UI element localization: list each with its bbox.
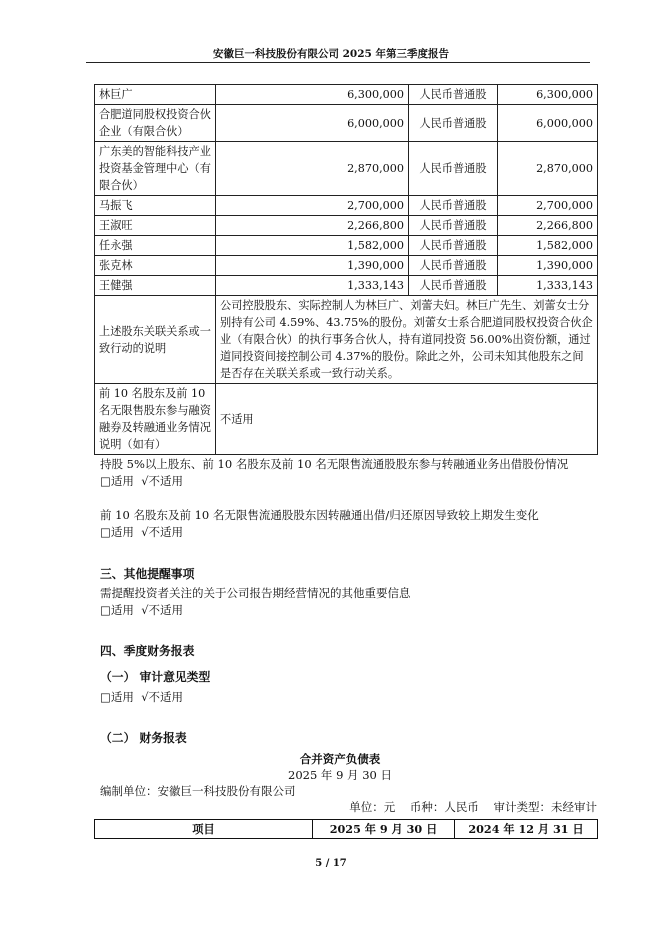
audit-not-applicable[interactable]: √不适用 xyxy=(141,690,184,704)
header-divider xyxy=(86,62,590,63)
holder-class: 人民币普通股 xyxy=(409,105,498,142)
audit-opinion-options xyxy=(100,689,183,705)
change-title: 前 10 名股东及前 10 名无限售流通股股东因转融通出借/归还原因导致较上期发生变化 xyxy=(100,508,539,522)
balance-sheet-table xyxy=(94,819,598,839)
page-number: 5 / 17 xyxy=(315,858,347,869)
holder-shares: 1,333,143 xyxy=(216,276,409,296)
holder-shares: 1,582,000 xyxy=(216,236,409,256)
change-applicable[interactable]: □适用 xyxy=(100,525,134,539)
section3-heading: 三、其他提醒事项 xyxy=(100,567,195,581)
holder-row xyxy=(95,216,598,236)
lending-title: 持股 5%以上股东、前 10 名股东及前 10 名无限售流通股股东参与转融通业务出借股份情况 xyxy=(100,457,569,471)
balance-sheet-header-row xyxy=(95,820,598,839)
col-item: 项目 xyxy=(95,820,313,839)
holder-class: 人民币普通股 xyxy=(409,142,498,196)
unit-line xyxy=(349,799,597,816)
holder-class: 人民币普通股 xyxy=(409,216,498,236)
section3-not-applicable[interactable]: √不适用 xyxy=(141,603,184,617)
holder-shares: 6,300,000 xyxy=(216,85,409,105)
holder-row xyxy=(95,276,598,296)
holder-shares: 6,000,000 xyxy=(216,105,409,142)
col-prior: 2024 年 12 月 31 日 xyxy=(455,820,598,839)
audit-applicable[interactable]: □适用 xyxy=(100,690,134,704)
holder-shares: 2,266,800 xyxy=(216,216,409,236)
holder-row xyxy=(95,85,598,105)
holder-shares: 2,700,000 xyxy=(216,196,409,216)
holder-class-shares: 2,266,800 xyxy=(498,216,598,236)
section3-text: 需提醒投资者关注的关于公司报告期经营情况的其他重要信息 xyxy=(100,586,411,600)
holder-class: 人民币普通股 xyxy=(409,85,498,105)
relation-text: 公司控股股东、实际控制人为林巨广、刘蕾夫妇。林巨广先生、刘蕾女士分别持有公司 4.59%、43.75%的股份。刘蕾女士系合肥道同股权投资合伙企业（有限合伙）的执行事务合伙人，持有道同投资 56.00%出资份额，通过道同投资间接控制公司 4.37%的股份。除此之外，公司未知其他股东之间是否存在关联关系或一致行动关系。 xyxy=(216,296,598,384)
report-header-title: 安徽巨一科技股份有限公司 2025 年第三季度报告 xyxy=(212,48,450,60)
holder-class: 人民币普通股 xyxy=(409,276,498,296)
balance-sheet-date: 2025 年 9 月 30 日 xyxy=(288,768,392,782)
holder-shares: 1,390,000 xyxy=(216,256,409,276)
margin-row xyxy=(95,384,598,455)
holder-name: 合肥道同股权投资合伙企业（有限合伙） xyxy=(95,105,216,142)
holder-class-shares: 1,333,143 xyxy=(498,276,598,296)
holder-name: 王健强 xyxy=(95,276,216,296)
holder-class-shares: 1,390,000 xyxy=(498,256,598,276)
holder-name: 王淑旺 xyxy=(95,216,216,236)
compiler: 编制单位：安徽巨一科技股份有限公司 xyxy=(100,784,296,798)
lending-applicable[interactable]: □适用 xyxy=(100,474,134,488)
relation-label: 上述股东关联关系或一致行动的说明 xyxy=(95,296,216,384)
holder-name: 马振飞 xyxy=(95,196,216,216)
section3-options xyxy=(100,602,183,618)
top-holders-table xyxy=(94,84,598,455)
col-current: 2025 年 9 月 30 日 xyxy=(313,820,455,839)
change-options xyxy=(100,524,183,540)
lending-options xyxy=(100,473,183,489)
holder-name: 广东美的智能科技产业投资基金管理中心（有限合伙） xyxy=(95,142,216,196)
margin-label: 前 10 名股东及前 10 名无限售股东参与融资融券及转融通业务情况说明（如有） xyxy=(95,384,216,455)
holder-class: 人民币普通股 xyxy=(409,196,498,216)
holder-name: 张克林 xyxy=(95,256,216,276)
holder-class-shares: 6,300,000 xyxy=(498,85,598,105)
holder-row xyxy=(95,256,598,276)
holder-row xyxy=(95,236,598,256)
audit-opinion-heading: （一） 审计意见类型 xyxy=(100,670,211,684)
holder-shares: 2,870,000 xyxy=(216,142,409,196)
section3-applicable[interactable]: □适用 xyxy=(100,603,134,617)
holder-row xyxy=(95,196,598,216)
margin-text: 不适用 xyxy=(216,384,598,455)
holder-class: 人民币普通股 xyxy=(409,236,498,256)
relation-row xyxy=(95,296,598,384)
holder-row xyxy=(95,105,598,142)
holder-row xyxy=(95,142,598,196)
holder-class-shares: 2,870,000 xyxy=(498,142,598,196)
holder-class-shares: 6,000,000 xyxy=(498,105,598,142)
section4-heading: 四、季度财务报表 xyxy=(100,644,195,658)
lending-not-applicable[interactable]: √不适用 xyxy=(141,474,184,488)
holder-class: 人民币普通股 xyxy=(409,256,498,276)
financial-statements-heading: （二） 财务报表 xyxy=(100,731,187,745)
change-not-applicable[interactable]: √不适用 xyxy=(141,525,184,539)
unit: 单位：元 xyxy=(349,800,396,814)
holder-class-shares: 2,700,000 xyxy=(498,196,598,216)
currency: 币种：人民币 xyxy=(409,800,479,814)
holder-class-shares: 1,582,000 xyxy=(498,236,598,256)
audit-type: 审计类型：未经审计 xyxy=(493,800,597,814)
balance-sheet-title: 合并资产负债表 xyxy=(299,752,381,766)
holder-name: 林巨广 xyxy=(95,85,216,105)
holder-name: 任永强 xyxy=(95,236,216,256)
